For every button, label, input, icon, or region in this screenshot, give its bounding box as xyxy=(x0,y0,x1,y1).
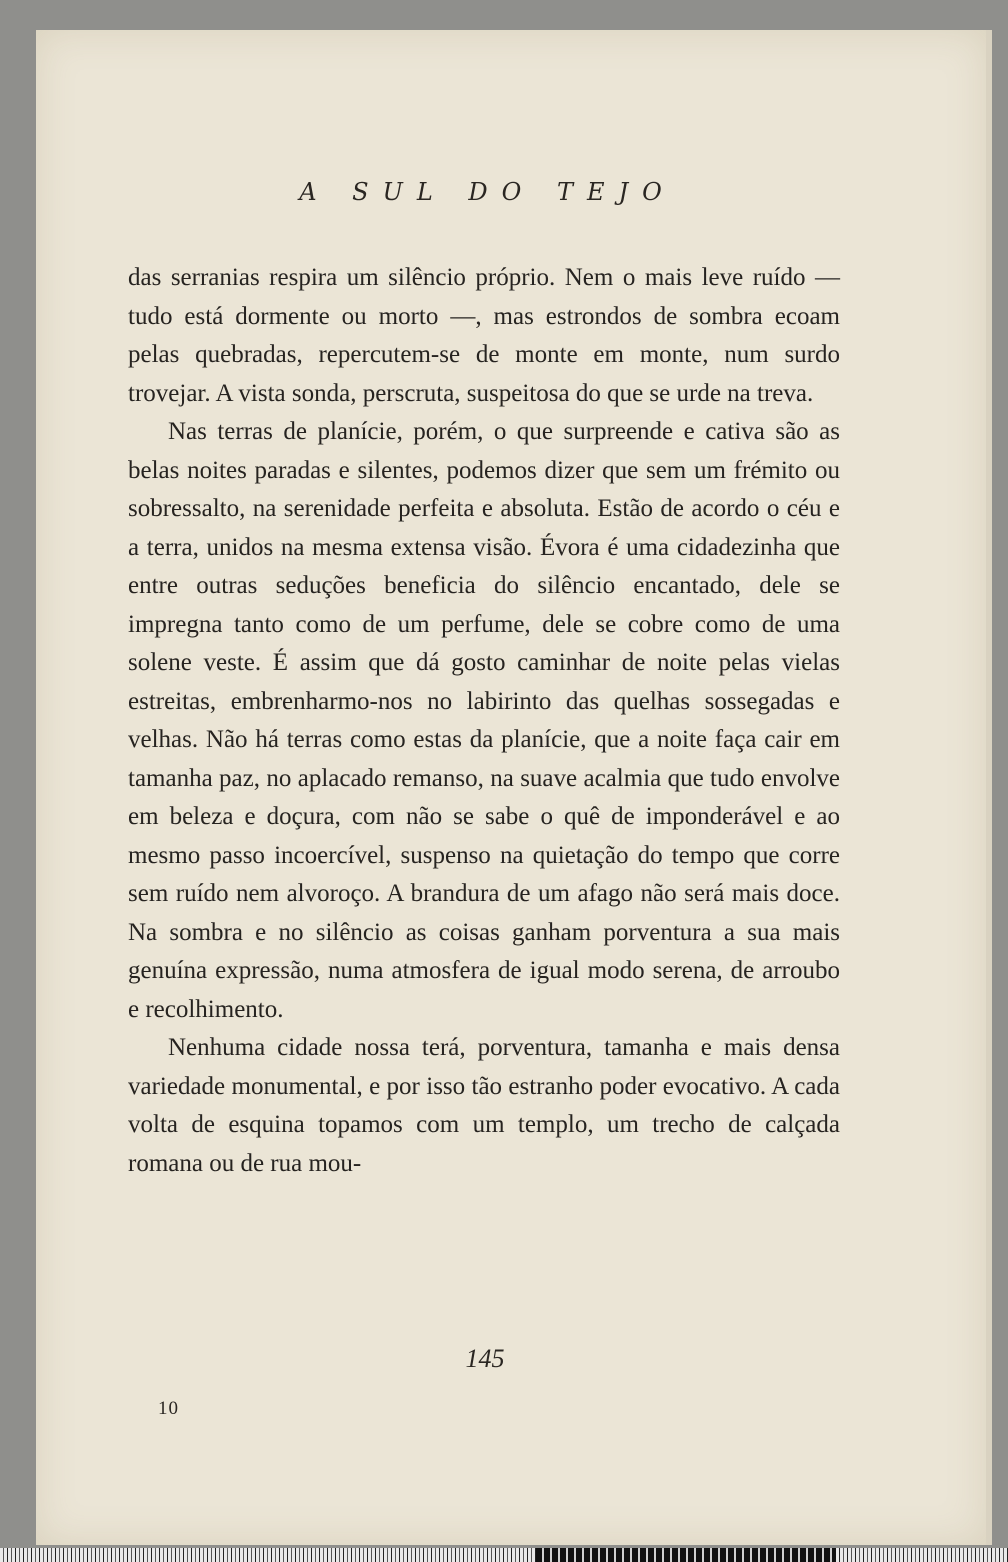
body-text xyxy=(128,259,840,1183)
scan-calibration-strip xyxy=(0,1548,1008,1562)
scan-calibration-strip-dark xyxy=(536,1548,836,1562)
page-number: 145 xyxy=(465,1344,505,1373)
paragraph-3: Nenhuma cidade nossa terá, porventura, tamanha e mais densa variedade monumental, e por isso tão estranho poder evocativo. A cada volta de esquina topamos com um templo, um trecho de calçada romana ou de rua mou- xyxy=(128,1034,840,1177)
paragraph-1: das serranias respira um silêncio próprio. Nem o mais leve ruído — tudo está dormente ou morto —, mas estrondos de sombra ecoam pelas quebradas, repercutem-se de monte em monte, num surdo trovejar. A vista sonda, perscruta, suspeitosa do que se urde na treva. xyxy=(128,264,840,407)
page-edge xyxy=(986,30,992,1545)
signature-mark: 10 xyxy=(158,1398,179,1419)
paragraph-2: Nas terras de planície, porém, o que surpreende e cativa são as belas noites paradas e silentes, podemos dizer que sem um frémito ou sobressalto, na serenidade perfeita e absoluta. Estão de acordo o céu e a terra, unidos na mesma extensa visão. Évora é uma cidadezinha que entre outras seduções beneficia do silêncio encantado, dele se impregna tanto como de um perfume, dele se cobre como de uma solene veste. É assim que dá gosto caminhar de noite pelas vielas estreitas, embrenharmo-nos no labirinto das quelhas sossegadas e velhas. Não há terras como estas da planície, que a noite faça cair em tamanha paz, no aplacado remanso, na suave acalmia que tudo envolve em beleza e doçura, com não se sabe o quê de imponderável e ao mesmo passo incoercível, suspenso na quietação do tempo que corre sem ruído nem alvoroço. A brandura de um afago não será mais doce. Na sombra e no silêncio as coisas ganham porventura a sua mais genuína expressão, numa atmosfera de igual modo serena, de arroubo e recolhimento. xyxy=(128,418,840,1023)
running-head: A SUL DO TEJO xyxy=(299,178,676,206)
